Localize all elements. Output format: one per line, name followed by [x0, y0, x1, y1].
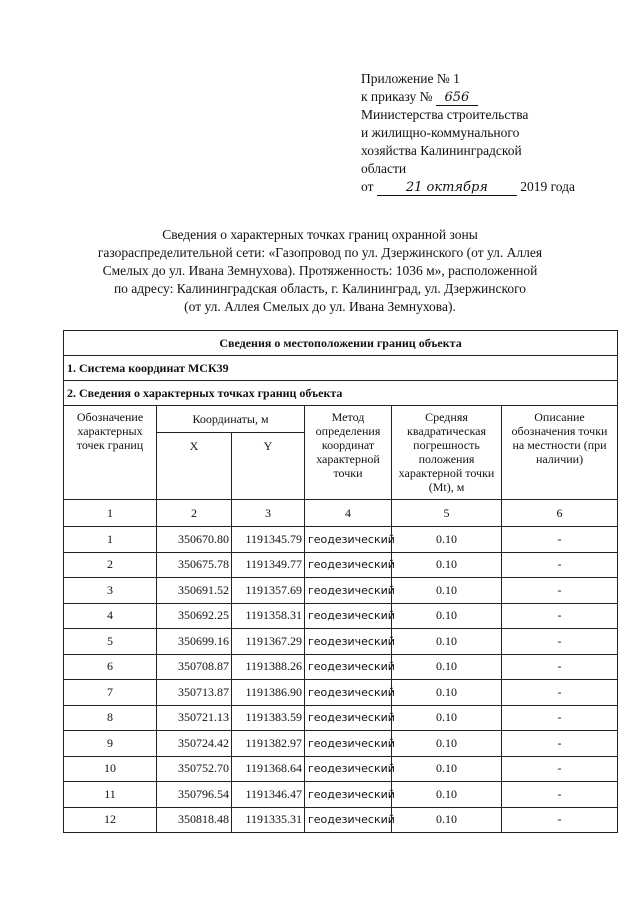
order-prefix: к приказу № — [361, 89, 433, 104]
column-number: 1 — [64, 500, 157, 527]
x-coordinate-cell: 350675.78 — [157, 552, 232, 578]
point-number-cell: 3 — [64, 578, 157, 604]
ministry-line-4: области — [361, 161, 407, 176]
point-number-cell: 1 — [64, 527, 157, 553]
description-cell: - — [502, 705, 618, 731]
method-cell: геодезический — [305, 527, 392, 553]
method-cell: геодезический — [305, 731, 392, 757]
point-number-cell: 2 — [64, 552, 157, 578]
table-row — [64, 807, 618, 833]
method-cell: геодезический — [305, 782, 392, 808]
table-row — [64, 731, 618, 757]
table-row — [64, 705, 618, 731]
x-coordinate-cell: 350721.13 — [157, 705, 232, 731]
method-cell: геодезический — [305, 807, 392, 833]
date-prefix: от — [361, 179, 374, 194]
table-row — [64, 629, 618, 655]
header-method: Метод определения координат характерной точки — [305, 406, 392, 500]
table-row — [64, 578, 618, 604]
x-coordinate-cell: 350752.70 — [157, 756, 232, 782]
header-point: Обозначение характерных точек границ — [64, 406, 157, 500]
coordinate-system-row: 1. Система координат МСК39 — [64, 356, 618, 381]
accuracy-cell: 0.10 — [392, 578, 502, 604]
heading-line-4: по адресу: Калининградская область, г. Калининград, ул. Дзержинского — [113, 281, 527, 296]
description-cell: - — [502, 552, 618, 578]
points-section-row: 2. Сведения о характерных точках границ объекта — [64, 381, 618, 406]
column-number: 6 — [502, 500, 618, 527]
point-number-cell: 4 — [64, 603, 157, 629]
column-number: 3 — [232, 500, 305, 527]
description-cell: - — [502, 680, 618, 706]
column-number: 5 — [392, 500, 502, 527]
y-coordinate-cell: 1191367.29 — [232, 629, 305, 655]
boundary-points-table — [63, 330, 618, 833]
x-coordinate-cell: 350670.80 — [157, 527, 232, 553]
document-heading — [70, 226, 570, 316]
date-suffix: 2019 года — [520, 179, 576, 194]
x-coordinate-cell: 350708.87 — [157, 654, 232, 680]
table-row — [64, 756, 618, 782]
x-coordinate-cell: 350692.25 — [157, 603, 232, 629]
method-cell: геодезический — [305, 705, 392, 731]
point-number-cell: 11 — [64, 782, 157, 808]
description-cell: - — [502, 629, 618, 655]
method-cell: геодезический — [305, 629, 392, 655]
header-accuracy: Средняя квадратическая погрешность положения характерной точки (Mt), м — [392, 406, 502, 500]
header-description: Описание обозначения точки на местности (при наличии) — [502, 406, 618, 500]
description-cell: - — [502, 654, 618, 680]
header-x: X — [157, 433, 232, 500]
heading-line-1: Сведения о характерных точках границ охранной зоны — [162, 227, 478, 242]
y-coordinate-cell: 1191346.47 — [232, 782, 305, 808]
date-line — [361, 178, 611, 196]
description-cell: - — [502, 527, 618, 553]
appendix-title: Приложение № 1 — [361, 71, 460, 86]
description-cell: - — [502, 807, 618, 833]
point-number-cell: 6 — [64, 654, 157, 680]
point-number-cell: 10 — [64, 756, 157, 782]
x-coordinate-cell: 350713.87 — [157, 680, 232, 706]
table-row — [64, 527, 618, 553]
ministry-line-3: хозяйства Калининградской — [361, 143, 522, 158]
table-title: Сведения о местоположении границ объекта — [64, 331, 618, 356]
x-coordinate-cell: 350818.48 — [157, 807, 232, 833]
accuracy-cell: 0.10 — [392, 552, 502, 578]
heading-line-5: (от ул. Аллея Смелых до ул. Ивана Земнухова). — [184, 299, 456, 314]
description-cell: - — [502, 603, 618, 629]
method-cell: геодезический — [305, 654, 392, 680]
ministry-line-1: Министерства строительства — [361, 107, 529, 122]
accuracy-cell: 0.10 — [392, 756, 502, 782]
y-coordinate-cell: 1191386.90 — [232, 680, 305, 706]
accuracy-cell: 0.10 — [392, 807, 502, 833]
ministry-line-2: и жилищно-коммунального — [361, 125, 520, 140]
heading-line-3: Смелых до ул. Ивана Земнухова). Протяженность: 1036 м», расположенной — [102, 263, 538, 278]
column-number: 4 — [305, 500, 392, 527]
accuracy-cell: 0.10 — [392, 731, 502, 757]
description-cell: - — [502, 731, 618, 757]
x-coordinate-cell: 350724.42 — [157, 731, 232, 757]
point-number-cell: 8 — [64, 705, 157, 731]
y-coordinate-cell: 1191388.26 — [232, 654, 305, 680]
accuracy-cell: 0.10 — [392, 527, 502, 553]
date-handwritten: 21 октября — [377, 181, 517, 196]
y-coordinate-cell: 1191382.97 — [232, 731, 305, 757]
table-row — [64, 603, 618, 629]
header-coords: Координаты, м — [157, 406, 305, 433]
method-cell: геодезический — [305, 578, 392, 604]
column-numbers-row — [64, 500, 618, 527]
y-coordinate-cell: 1191358.31 — [232, 603, 305, 629]
accuracy-cell: 0.10 — [392, 782, 502, 808]
x-coordinate-cell: 350796.54 — [157, 782, 232, 808]
description-cell: - — [502, 578, 618, 604]
y-coordinate-cell: 1191368.64 — [232, 756, 305, 782]
x-coordinate-cell: 350699.16 — [157, 629, 232, 655]
point-number-cell: 9 — [64, 731, 157, 757]
method-cell: геодезический — [305, 603, 392, 629]
description-cell: - — [502, 782, 618, 808]
table-row — [64, 654, 618, 680]
heading-line-2: газораспределительной сети: «Газопровод по ул. Дзержинского (от ул. Аллея — [97, 245, 543, 260]
method-cell: геодезический — [305, 552, 392, 578]
table-row — [64, 782, 618, 808]
header-y: Y — [232, 433, 305, 500]
y-coordinate-cell: 1191345.79 — [232, 527, 305, 553]
y-coordinate-cell: 1191335.31 — [232, 807, 305, 833]
table-row — [64, 552, 618, 578]
column-number: 2 — [157, 500, 232, 527]
order-number: 656 — [436, 91, 478, 106]
method-cell: геодезический — [305, 756, 392, 782]
method-cell: геодезический — [305, 680, 392, 706]
accuracy-cell: 0.10 — [392, 680, 502, 706]
y-coordinate-cell: 1191383.59 — [232, 705, 305, 731]
point-number-cell: 5 — [64, 629, 157, 655]
accuracy-cell: 0.10 — [392, 629, 502, 655]
description-cell: - — [502, 756, 618, 782]
x-coordinate-cell: 350691.52 — [157, 578, 232, 604]
accuracy-cell: 0.10 — [392, 705, 502, 731]
point-number-cell: 12 — [64, 807, 157, 833]
table-row — [64, 680, 618, 706]
appendix-block — [361, 70, 611, 196]
order-line — [361, 88, 611, 106]
y-coordinate-cell: 1191349.77 — [232, 552, 305, 578]
accuracy-cell: 0.10 — [392, 654, 502, 680]
y-coordinate-cell: 1191357.69 — [232, 578, 305, 604]
point-number-cell: 7 — [64, 680, 157, 706]
accuracy-cell: 0.10 — [392, 603, 502, 629]
